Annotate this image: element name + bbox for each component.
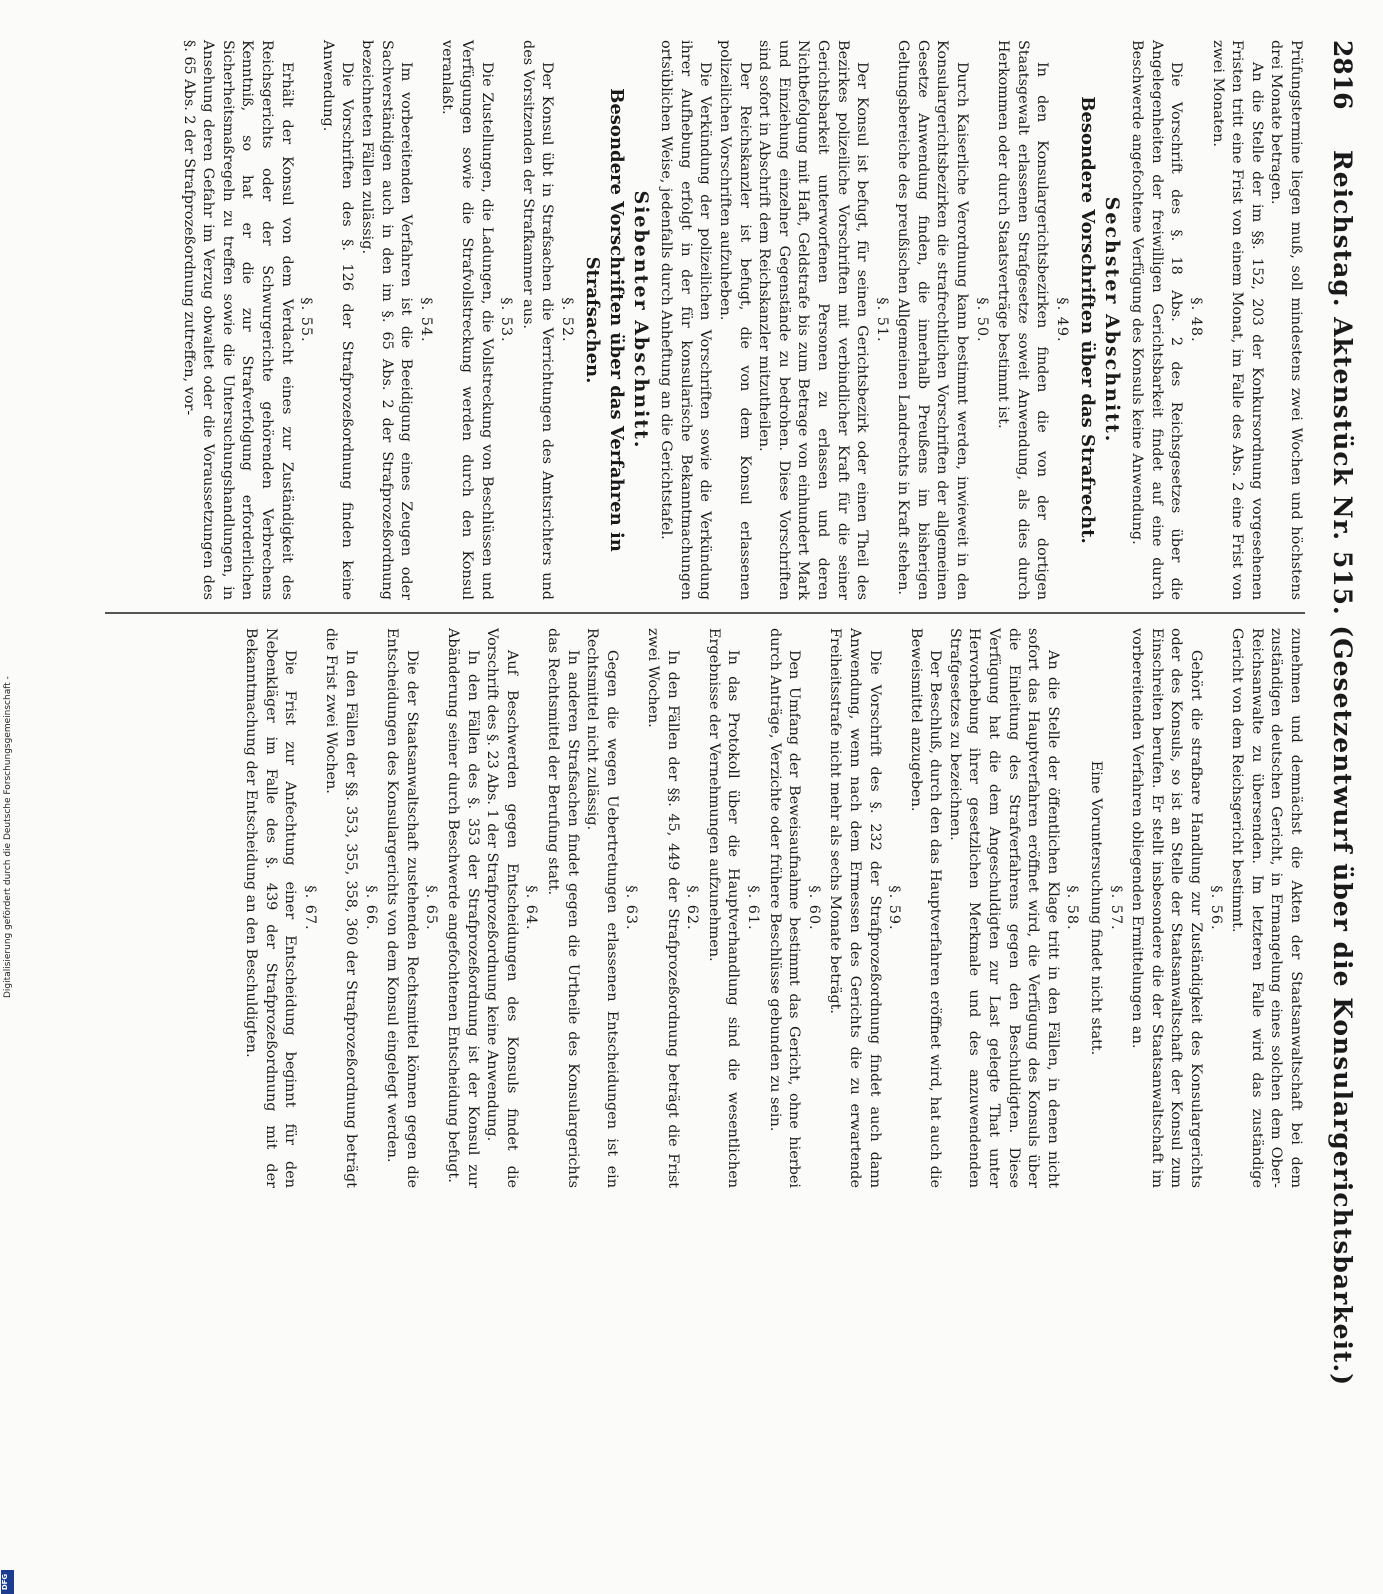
paragraph: Die Vorschriften des §. 126 der Strafprozeßordnung finden keine Anwendung.: [319, 40, 356, 600]
section-number: §. 61.: [744, 885, 761, 931]
digitization-sidebar: [0, 600, 16, 1591]
section-number: §. 54.: [417, 297, 434, 343]
digitization-note: Digitalisierung gefördert durch die Deutsche Forschungsgemeinschaft -: [3, 676, 13, 998]
paragraph: An die Stelle der im §§. 152, 203 der Konkursordnung vorgesehenen Fristen tritt eine Frist von einem Monat, im Falle des Abs. 2 eine Frist von zwei Monaten.: [1209, 40, 1265, 600]
paragraph: Gehört die strafbare Handlung zur Zuständigkeit des Konsulargerichts oder des Konsuls, so ist an Stelle der Staatsanwaltschaft der Konsul zum Einschreiten berufen. Er stellt insbesondere die der Staatsanwaltschaft im vorbereitenden Verfahren obliegenden Ermittelungen an.: [1129, 628, 1205, 1188]
section-number: §. 49.: [1054, 297, 1071, 343]
chapter-heading: Sechster Abschnitt.: [1100, 196, 1123, 444]
section-number: §. 56.: [1207, 885, 1224, 931]
paragraph: In den Fällen des §. 353 der Strafprozeßordnung ist der Konsul zur Abänderung seiner durch Beschwerde angefochtenen Entscheidung befugt.: [445, 628, 481, 1188]
section-number: §. 66.: [362, 885, 379, 931]
paragraph: Die Verkündung der polizeilichen Vorschriften sowie die Verkündung ihrer Aufhebung erfolgt in der für konsularische Bekanntmachungen ortsüblichen Weise, jedenfalls durch Anheftung an die Gerichtstafel.: [658, 40, 714, 600]
paragraph: In das Protokoll über die Hauptverhandlung sind die wesentlichen Ergebnisse der Vernehmungen aufzunehmen.: [705, 628, 742, 1188]
section-number: §. 51.: [873, 297, 890, 343]
paragraph: Die Frist zur Anfechtung einer Entscheidung beginnt für den Nebenkläger im Falle des §. 439 der Strafprozeßordnung mit der Bekanntmachung der Entscheidung an den Beschuldigten.: [243, 628, 299, 1188]
paragraph: Prüfungstermine liegen muß, soll mindestens zwei Wochen und höchstens drei Monate betragen.: [1268, 40, 1304, 600]
paragraph: Den Umfang der Beweisaufnahme bestimmt das Gericht, ohne hierbei durch Anträge, Verzichte oder frühere Beschlüsse gebunden zu sein.: [766, 628, 803, 1188]
section-number: §. 60.: [805, 885, 822, 931]
section-number: §. 53.: [498, 297, 515, 343]
paragraph: An die Stelle der öffentlichen Klage tritt in den Fällen, in denen nicht sofort das Hauptverfahren eröffnet wird, die Verfügung des Konsuls über die Einleitung des Strafverfahrens gegen den Beschuldigten. Diese Verfügung hat die dem Angeschuldigten zur Last gelegte That unter Hervorhebung ihrer gesetzlichen Merkmale und des anzuwendenden Strafgesetzes zu bezeichnen.: [946, 628, 1061, 1188]
section-number: §. 67.: [301, 885, 318, 931]
column-right: [95, 628, 1305, 1188]
section-number: §. 52.: [559, 297, 575, 343]
section-number: §. 58.: [1064, 885, 1081, 931]
paragraph: In den Fällen der §§. 353, 355, 358, 360 der Strafprozeßordnung beträgt die Frist zwei Wochen.: [323, 628, 360, 1188]
paragraph: Die der Staatsanwaltschaft zustehenden Rechtsmittel können gegen die Entscheidungen des Konsulargerichts von dem Konsul eingelegt werden.: [384, 628, 420, 1188]
paragraph: zunehmen und demnächst die Akten der Staatsanwaltschaft bei dem zuständigen deutschen Gericht, in Ermangelung eines solchen dem Ober-Reichsanwalte zu übersenden. Im letzteren Falle wird das zuständige Gericht von dem Reichsgericht bestimmt.: [1229, 628, 1304, 1188]
chapter-title: Besondere Vorschriften über das Verfahren in Strafsachen.: [582, 88, 627, 552]
page-header: [1317, 40, 1357, 1387]
chapter-title: Besondere Vorschriften über das Strafrecht.: [1077, 96, 1099, 544]
section-text: Eine Voruntersuchung findet nicht statt.: [1088, 760, 1105, 1056]
column-left: [95, 40, 1305, 600]
section-number: §. 50.: [973, 297, 990, 343]
column-divider: [105, 612, 1305, 614]
section-number: §. 48.: [1188, 297, 1205, 343]
paragraph: In den Konsulargerichtsbezirken finden die von der dortigen Staatsgewalt erlassenen Strafgesetze soweit Anwendung, als dies durch Herkommen oder durch Staatsverträge bestimmt ist.: [995, 40, 1051, 600]
section-number: §. 57.: [1107, 885, 1124, 931]
paragraph: In den Fällen der §§. 45, 449 der Strafprozeßordnung beträgt die Frist zwei Wochen.: [645, 628, 681, 1188]
section-number: §. 64.: [523, 885, 540, 931]
paragraph: Durch Kaiserliche Verordnung kann bestimmt werden, inwieweit in den Konsulargerichtsbezirken die strafrechtlichen Vorschriften der allgemeinen Gesetze Anwendung finden, die innerhalb Preußens im bisherigen Geltungsbereiche des preußischen Allgemeinen Landrechts in Kraft stehen.: [895, 40, 971, 600]
section-number: §. 63.: [623, 885, 640, 931]
page-number: 2816: [1328, 40, 1357, 110]
chapter-heading: Siebenter Abschnitt.: [629, 190, 652, 450]
paragraph: Die Vorschrift des §. 18 Abs. 2 des Reichsgesetzes über die Angelegenheiten der freiwilligen Gerichtsbarkeit findet auf eine durch Beschwerde angefochtene Verfügung des Konsuls keine Anwendung.: [1129, 40, 1185, 600]
paragraph: Erhält der Konsul von dem Verdacht eines zur Zuständigkeit des Reichsgerichts oder der Schwurgerichte gehörenden Verbrechens Kenntniß, so hat er die zur Strafverfolgung erforderlichen Sicherheitsmaßregeln zu treffen sowie die Untersuchungshandlungen, in Ansehung deren Gefahr im Verzug obwaltet oder die Voraussetzungen des §. 65 Abs. 2 der Strafprozeßordnung zutreffen, vor-: [180, 40, 295, 600]
paragraph: Im vorbereitenden Verfahren ist die Beeidigung eines Zeugen oder Sachverständigen auch in den im §. 65 Abs. 2 der Strafprozeßordnung bezeichneten Fällen zulässig.: [359, 40, 415, 600]
section-number: §. 62.: [684, 885, 701, 931]
paragraph: Der Beschluß, durch den das Hauptverfahren eröffnet wird, hat auch die Beweismittel anzugeben.: [907, 628, 944, 1188]
paragraph: Die Vorschrift des §. 232 der Strafprozeßordnung findet auch dann Anwendung, wenn nach dem Ermessen des Gerichts die zu erwartende Freiheitsstrafe nicht mehr als sechs Monate beträgt.: [827, 628, 883, 1188]
dfg-logo-text: DFG: [1, 1573, 10, 1591]
dfg-logo: [1, 1570, 14, 1594]
paragraph: Der Reichskanzler ist befugt, die von dem Konsul erlassenen polizeilichen Vorschriften aufzuheben.: [716, 40, 753, 600]
paragraph: Auf Beschwerden gegen Entscheidungen des Konsuls findet die Vorschrift des §. 23 Abs. 1 der Strafprozeßordnung keine Anwendung.: [484, 628, 520, 1188]
paragraph: Der Konsul ist befugt, für seinen Gerichtsbezirk oder einen Theil des Bezirkes polizeiliche Vorschriften mit verbindlicher Kraft für die seiner Gerichtsbarkeit unterworfenen Personen zu erlassen und deren Nichtbefolgung mit Haft, Geldstrafe bis zum Betrage von einhundert Mark und Einziehung einzelner Gegenstände zu bedrohen. Diese Vorschriften sind sofort in Abschrift dem Reichskanzler mitzutheilen.: [756, 40, 871, 600]
running-title: Reichstag. Aktenstück Nr. 515. (Gesetzentwurf über die Konsulargerichtsbarkeit.): [1328, 150, 1357, 1387]
section-number: §. 55.: [298, 297, 315, 343]
paragraph: Der Konsul übt in Strafsachen die Verrichtungen des Amtsrichters und des Vorsitzenden der Strafkammer aus.: [519, 40, 556, 600]
section-number: §. 65.: [423, 885, 440, 931]
paragraph: In anderen Strafsachen findet gegen die Urtheile des Konsulargerichts das Rechtsmittel der Berufung statt.: [545, 628, 581, 1188]
paragraph: Die Zustellungen, die Ladungen, die Vollstreckung von Beschlüssen und Verfügungen sowie die Strafvollstreckung werden durch den Konsul veranlaßt.: [439, 40, 495, 600]
paragraph: Gegen die wegen Uebertretungen erlassenen Entscheidungen ist ein Rechtsmittel nicht zulässig.: [584, 628, 620, 1188]
section-number: §. 59.: [886, 885, 903, 931]
